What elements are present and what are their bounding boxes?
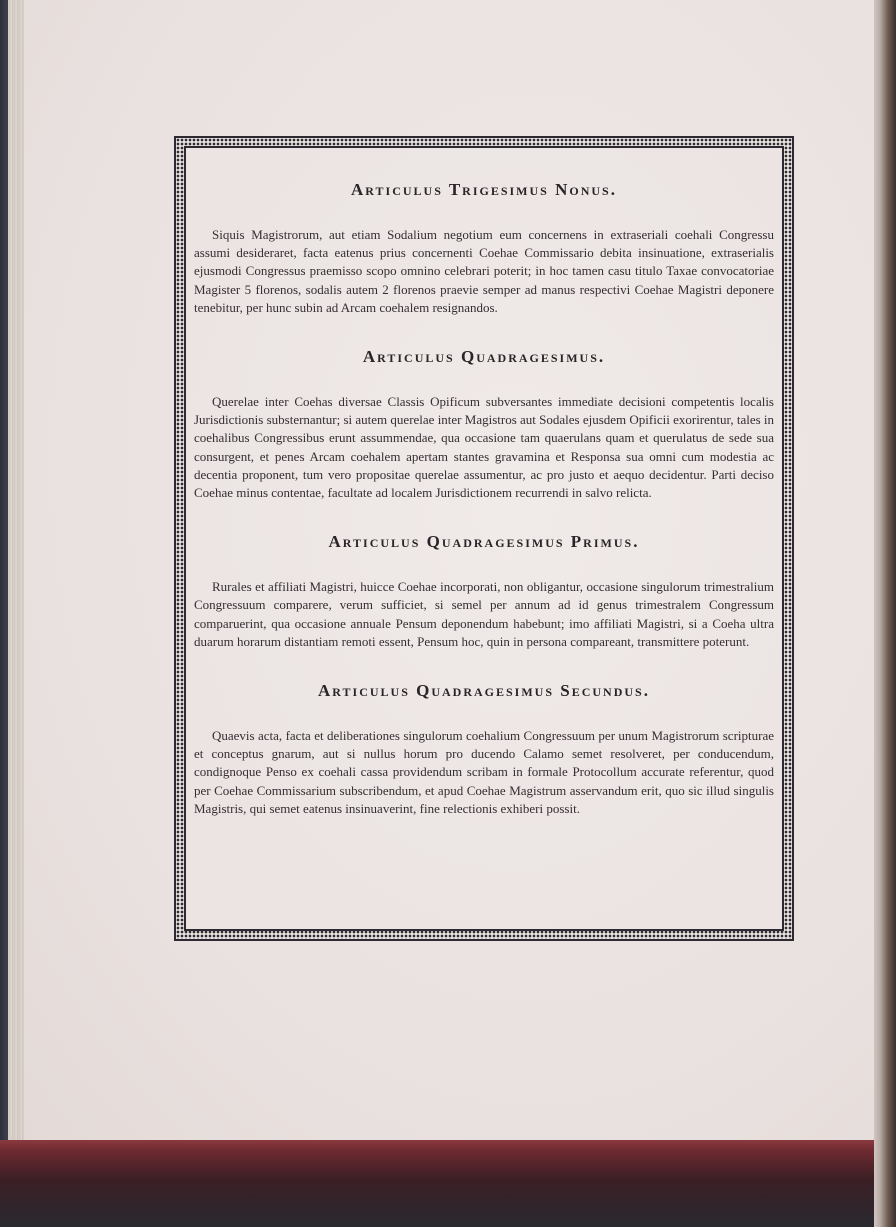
article-heading: Articulus Quadragesimus Secundus. bbox=[318, 681, 650, 701]
article-heading: Articulus Quadragesimus. bbox=[362, 347, 606, 367]
article-text: Querelae inter Coehas diversae Classis Opificum subversantes immediate decisioni competentis localis Jurisdictionis substernantur; si autem querelae inter Magistros aut Sodales ejusdem Opificii exorirentur, tales in coehalibus Congressibus erunt assummendae, qua occasione tam quaerulans quam et querulatus de sede sua consurgent, et penes Arcam coehalem apertam stantes gravamina et Responsa sua omni cum modestia ac decentia proponent, tum vero propositae querelae assumentur, ac pro justo et aequo decidentur. Parti deciso Coehae minus contentae, facultate ad localem Jurisdictionem recurrendi in salvo relicta. bbox=[194, 394, 775, 501]
article-text: Siquis Magistrorum, aut etiam Sodalium negotium eum concernens in extraseriali coehali Congressu assumi desideraret, facta eatenus prius concernenti Coehae Commissario debita insinuatione, extraserialis ejusmodi Congressus praemisso scopo omnino celebrari poterit; in hoc tamen casu titulo Taxae convocatoriae Magister 5 florenos, sodalis autem 2 florenos praevie semper ad manus respectivi Coehae Magistri deponere tenebitur, per hunc subin ad Arcam coehalem resignandos. bbox=[194, 227, 774, 315]
article-heading: Articulus Trigesimus Nonus. bbox=[351, 180, 617, 199]
article-text: Rurales et affiliati Magistri, huicce Coehae incorporati, non obligantur, occasione singulorum trimestralium Congressuum comparere, verum sufficiet, si semel per annum ad id genus trimestralem Congressum comparuerint, qua occasione annuale Pensum deponendum habebunt; imo affiliati Magistri, si a Coeha ultra duarum horarum distantiam remoti essent, Pensum hoc, quin in persona compareant, transmittere poterunt. bbox=[194, 579, 774, 649]
text-content bbox=[194, 180, 774, 818]
decorative-border bbox=[174, 136, 794, 941]
article-heading: Articulus Quadragesimus Primus. bbox=[328, 532, 640, 552]
article-text: Quaevis acta, facta et deliberationes singulorum coehalium Congressuum per unum Magistrorum scripturae et conceptus gnarum, aut si nullus horum pro ducendo Calamo semet resolveret, per conducendum, condignoque Penso ex coehali cassa providendum scribam in formale Protocollum accurate referentur, quod per Coehae Commissarium subscribendum, et apud Coehae Magistrum asservandum erit, quo sic illud singulis Magistris, qui semet eatenus insinuaverint, fine relectionis exhiberi possit. bbox=[194, 728, 774, 816]
text-panel bbox=[184, 146, 784, 931]
page-right-edge bbox=[874, 0, 896, 1227]
binding-cloth bbox=[0, 1140, 896, 1227]
